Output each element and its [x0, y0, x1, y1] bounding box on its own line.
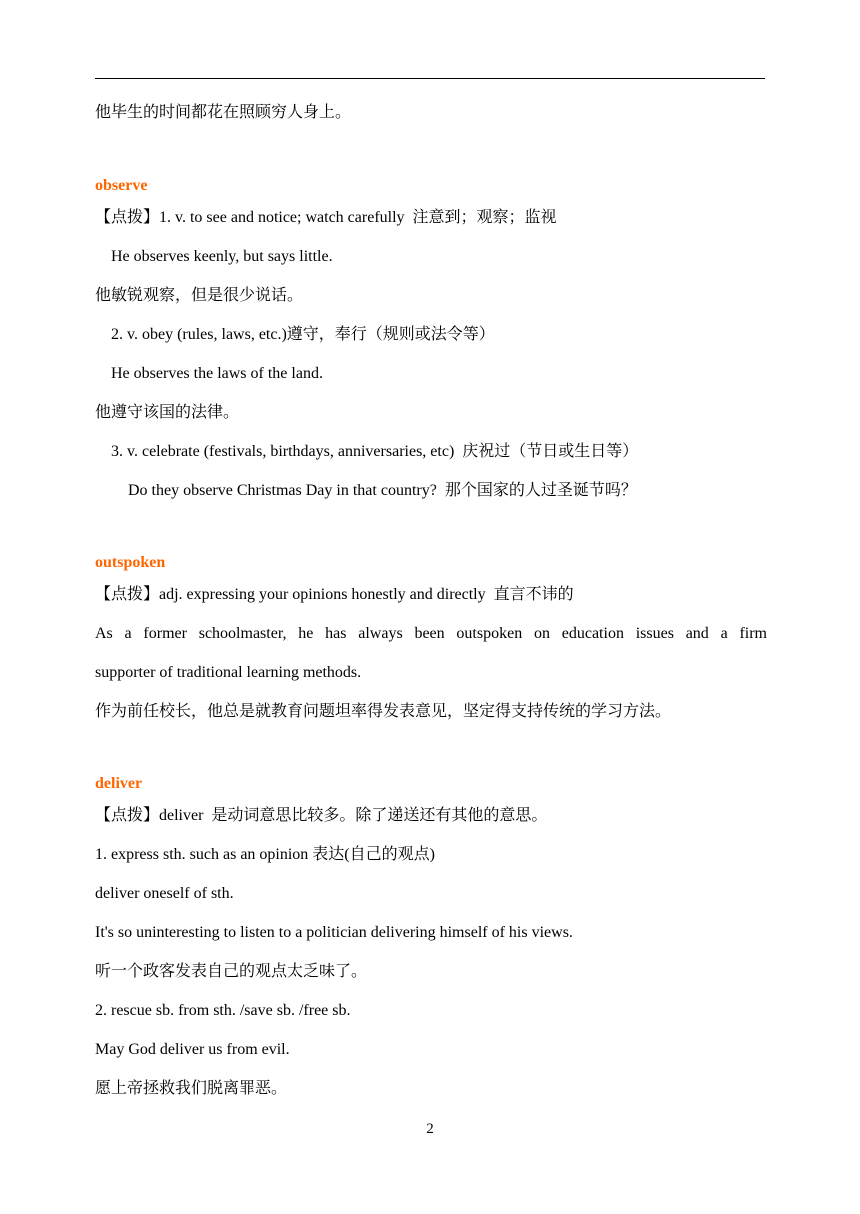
example-sentence: Do they observe Christmas Day in that country? 那个国家的人过圣诞节吗？ [112, 482, 637, 499]
text-line: deliver oneself of sth. [95, 885, 234, 902]
text-line: 2. rescue sb. from sth. /save sb. /free sb. [95, 1002, 351, 1019]
term-heading-outspoken: outspoken [95, 554, 166, 571]
translation: 作为前任校长，他总是就教育问题坦率得发表意见，坚定得支持传统的学习方法。 [95, 703, 672, 720]
text-line: 他毕生的时间都花在照顾穷人身上。 [95, 104, 352, 121]
example-sentence: He observes the laws of the land. [103, 365, 323, 382]
example-sentence: It's so uninteresting to listen to a politician delivering himself of his views. [95, 924, 573, 941]
translation: 他敏锐观察，但是很少说话。 [95, 287, 304, 304]
text-line: 【点拨】1. v. to see and notice; watch carefully 注意到；观察；监视 [95, 209, 557, 226]
text-line: 【点拨】adj. expressing your opinions honestly and directly 直言不讳的 [95, 586, 574, 603]
example-sentence-cont: supporter of traditional learning methods. [95, 664, 362, 681]
page-number: 2 [426, 1121, 434, 1137]
term-heading-deliver: deliver [95, 775, 143, 792]
text-line: 【点拨】deliver 是动词意思比较多。除了递送还有其他的意思。 [95, 807, 548, 824]
example-sentence: He observes keenly, but says little. [103, 248, 333, 265]
text-line: 3. v. celebrate (festivals, birthdays, anniversaries, etc) 庆祝过（节日或生日等） [103, 443, 639, 460]
text-line: 1. express sth. such as an opinion 表达(自己的观点) [95, 846, 435, 863]
text-line: 2. v. obey (rules, laws, etc.)遵守，奉行（规则或法令等） [103, 326, 495, 343]
translation: 他遵守该国的法律。 [95, 404, 240, 421]
example-sentence: As a former schoolmaster, he has always been outspoken on education issues and a firm [95, 625, 767, 642]
translation: 听一个政客发表自己的观点太乏味了。 [95, 963, 368, 980]
header-rule [95, 78, 765, 79]
term-heading-observe: observe [95, 177, 148, 194]
example-sentence: May God deliver us from evil. [95, 1041, 290, 1058]
translation: 愿上帝拯救我们脱离罪恶。 [95, 1080, 288, 1097]
